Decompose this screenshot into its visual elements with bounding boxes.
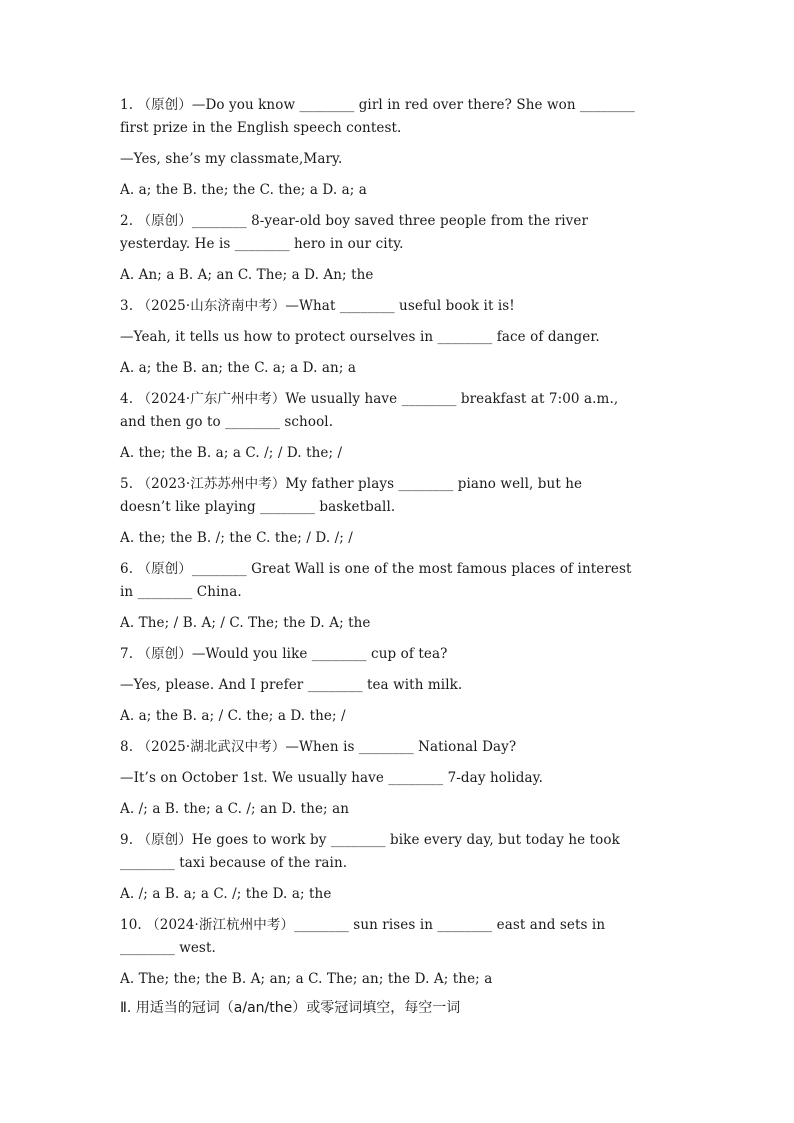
question-10-options: A. The; the; the B. A; an; a C. The; an; the D. A; the; a — [120, 971, 493, 987]
question-7-line-2: —Yes, please. And I prefer ________ tea with milk. — [120, 677, 463, 693]
section-heading: Ⅱ. 用适当的冠词（a/an/the）或零冠词填空，每空一词 — [120, 1000, 461, 1016]
question-7-options: A. a; the B. a; / C. the; a D. the; / — [120, 708, 346, 724]
question-2-options: A. An; a B. A; an C. The; a D. An; the — [120, 267, 374, 283]
question-5-line-2: doesn’t like playing ________ basketball. — [120, 499, 396, 515]
question-3-options: A. a; the B. an; the C. a; a D. an; a — [120, 360, 357, 376]
question-7-line-1: 7. （原创）—Would you like ________ cup of tea? — [120, 646, 448, 662]
question-6-options: A. The; / B. A; / C. The; the D. A; the — [120, 615, 371, 631]
question-1-options: A. a; the B. the; the C. the; a D. a; a — [120, 182, 367, 198]
question-4-options: A. the; the B. a; a C. /; / D. the; / — [120, 445, 343, 461]
question-1-line-2: first prize in the English speech contest. — [120, 120, 402, 136]
question-9-options: A. /; a B. a; a C. /; the D. a; the — [120, 886, 332, 902]
question-9-line-1: 9. （原创）He goes to work by ________ bike every day, but today he took — [120, 832, 620, 848]
question-6-line-2: in ________ China. — [120, 584, 242, 600]
question-3-line-1: 3. （2025·山东济南中考）—What ________ useful book it is! — [120, 298, 515, 314]
question-10-line-1: 10. （2024·浙江杭州中考）________ sun rises in ________ east and sets in — [120, 917, 606, 933]
question-3-line-2: —Yeah, it tells us how to protect ourselves in ________ face of danger. — [120, 329, 600, 345]
question-4-line-2: and then go to ________ school. — [120, 414, 334, 430]
question-1-line-1: 1. （原创）—Do you know ________ girl in red over there? She won ________ — [120, 97, 635, 113]
question-8-line-1: 8. （2025·湖北武汉中考）—When is ________ National Day? — [120, 739, 517, 755]
question-2-line-2: yesterday. He is ________ hero in our city. — [120, 236, 404, 252]
question-list — [120, 94, 680, 1020]
question-5-line-1: 5. （2023·江苏苏州中考）My father plays ________ piano well, but he — [120, 476, 583, 492]
question-5-options: A. the; the B. /; the C. the; / D. /; / — [120, 530, 353, 546]
question-8-options: A. /; a B. the; a C. /; an D. the; an — [120, 801, 350, 817]
question-4-line-1: 4. （2024·广东广州中考）We usually have ________ breakfast at 7:00 a.m., — [120, 391, 619, 407]
question-10-line-2: ________ west. — [120, 940, 216, 956]
question-1-line-3: —Yes, she’s my classmate,Mary. — [120, 151, 343, 167]
question-2-line-1: 2. （原创）________ 8-year-old boy saved three people from the river — [120, 213, 589, 229]
question-6-line-1: 6. （原创）________ Great Wall is one of the most famous places of interest — [120, 561, 632, 577]
question-8-line-2: —It’s on October 1st. We usually have ________ 7-day holiday. — [120, 770, 544, 786]
question-9-line-2: ________ taxi because of the rain. — [120, 855, 348, 871]
